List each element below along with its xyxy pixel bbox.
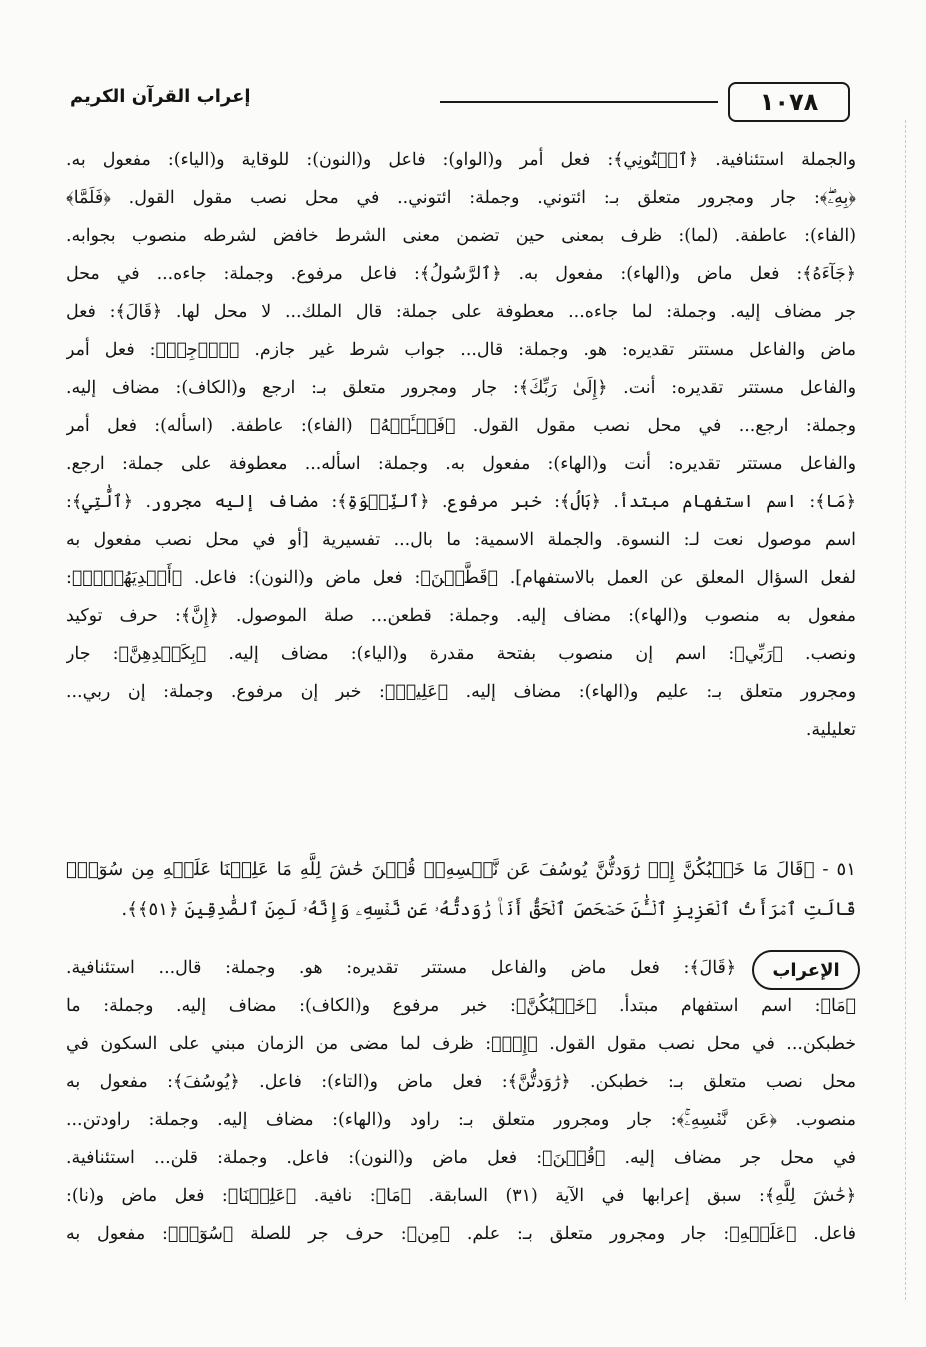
verse-line: ٥١ - ﴿قَالَ مَا خَطۡبُكُنَّ إِذۡ رَٰوَدتُّنَّ يُوسُفَ عَن نَّفۡسِهِۦۚ قُلۡنَ حَٰشَ لِلَّهِ مَا عَلِمۡنَا عَلَيۡهِ مِن سُوٓءٖۚ	[66, 859, 856, 880]
page-header	[70, 78, 850, 126]
text-line: ﴿جَآءَهُ﴾: فعل ماض و(الهاء): مفعول به. ﴿ٱلرَّسُولُ﴾: فاعل مرفوع. وجملة: جاءه... في محل	[66, 264, 856, 284]
text-line: والفاعل مستتر تقديره: أنت و(الهاء): مفعول به. وجملة: اسأله... معطوفة على جملة: ارجع.	[66, 454, 856, 474]
text-line: لفعل السؤال المعلق عن العمل بالاستفهام]. ﴿قَطَّعۡنَ﴾: فعل ماض و(النون): فاعل. ﴿أَيۡدِيَهُنَّۚ﴾:	[66, 568, 856, 588]
text-line: ﴿مَا﴾: اسم استفهام مبتدأ. ﴿بَالُ﴾: خبر مرفوع. ﴿ٱلنِّسۡوَةِ﴾: مضاف إليه مجرور. ﴿ٱلَّٰتِي﴾:	[66, 492, 856, 512]
text-line: ﴿حَٰشَ لِلَّهِ﴾: سبق إعرابها في الآية (٣١) السابقة. ﴿مَا﴾: نافية. ﴿عَلِمۡنَا﴾: فعل ماض و(نا):	[66, 1186, 856, 1206]
text-line: ومجرور متعلق بـ: عليم و(الهاء): مضاف إليه. ﴿عَلِيمٞ﴾: خبر إن مرفوع. وجملة: إن ربي...	[66, 682, 856, 702]
text-line: اسم موصول نعت لـ: النسوة. والجملة الاسمية: ما بال... تفسيرية [أو في محل نصب مفعول به	[66, 530, 856, 550]
book-title: إعراب القرآن الكريم	[70, 86, 251, 107]
text-line: منصوب. ﴿عَن نَّفۡسِهِۦۚ﴾: جار ومجرور متعلق بـ: راود و(الهاء): مضاف إليه. وجملة: راودتن...	[66, 1110, 856, 1130]
text-line: مفعول به منصوب و(الهاء): مضاف إليه. وجملة: قطعن... صلة الموصول. ﴿إِنَّ﴾: حرف توكيد	[66, 606, 856, 626]
verse-line: قَالَتِ ٱمۡرَأَتُ ٱلۡعَزِيزِ ٱلۡـَٰٔنَ حَصۡحَصَ ٱلۡحَقُّ أَنَا۠ رَٰوَدتُّهُۥ عَن نَّفۡسِهِۦ وَإِنَّهُۥ لَمِنَ ٱلصَّٰدِقِينَ ﴿٥١﴾﴾.	[121, 899, 856, 920]
text-line: في محل جر مضاف إليه. ﴿قُلۡنَ﴾: فعل ماض و(النون): فاعل. وجملة: قلن... استئنافية.	[66, 1148, 856, 1168]
text-line: ونصب. ﴿رَبِّي﴾: اسم إن منصوب بفتحة مقدرة و(الياء): مضاف إليه. ﴿بِكَيۡدِهِنَّ﴾: جار	[66, 644, 856, 664]
commentary-block	[66, 141, 856, 749]
text-line: والفاعل مستتر تقديره: أنت. ﴿إِلَىٰ رَبِّكَ﴾: جار ومجرور متعلق بـ: ارجع و(الكاف): مضاف إليه.	[66, 378, 856, 398]
text-line: ماض والفاعل مستتر تقديره: هو. وجملة: قال... جواب شرط غير جازم. ﴿ٱرۡجِعۡ﴾: فعل أمر	[66, 340, 856, 360]
header-rule	[440, 101, 718, 103]
text-line: فاعل. ﴿عَلَيۡهِ﴾: جار ومجرور متعلق بـ: علم. ﴿مِن﴾: حرف جر للصلة ﴿سُوٓءٖ﴾: مفعول به	[66, 1224, 856, 1244]
text-line: خطبكن... في محل نصب مقول القول. ﴿إِذۡ﴾: ظرف لما مضى من الزمان مبني على السكون في	[66, 1034, 856, 1054]
text-line: جر مضاف إليه. وجملة: لما جاءه... معطوفة على جملة: قال الملك... لا محل لها. ﴿قَالَ﴾: فعل	[66, 302, 856, 322]
quran-verse	[66, 850, 856, 930]
text-line: ﴿بِهِۦۖ﴾: جار ومجرور متعلق بـ: ائتوني. وجملة: ائتوني.. في محل نصب مقول القول. ﴿فَلَمَّا﴾	[66, 188, 856, 208]
text-line: تعليلية.	[805, 720, 856, 740]
irab-section-label: الإعراب	[752, 950, 860, 990]
text-line: والجملة استئنافية. ﴿ٱئۡتُونِي﴾: فعل أمر و(الواو): فاعل و(النون): للوقاية و(الياء): مفعول به.	[66, 150, 856, 170]
page-crease	[904, 120, 906, 1300]
text-line: ﴿قَالَ﴾: فعل ماض والفاعل مستتر تقديره: هو. وجملة: قال... استئنافية.	[66, 958, 736, 978]
text-line: ﴿مَا﴾: اسم استفهام مبتدأ. ﴿خَطۡبُكُنَّ﴾: خبر مرفوع و(الكاف): مضاف إليه. وجملة: ما	[66, 996, 856, 1016]
page-number: ١٠٧٨	[728, 82, 850, 122]
irab-block	[66, 949, 856, 1253]
text-line: وجملة: ارجع... في محل نصب مقول القول. ﴿فَسۡـَٔلۡهُ﴾ (الفاء): عاطفة. (اسأله): فعل أمر	[66, 416, 856, 436]
text-line: محل نصب متعلق بـ: خطبكن. ﴿رَٰوَدتُّنَّ﴾: فعل ماض و(التاء): فاعل. ﴿يُوسُفَ﴾: مفعول به	[66, 1072, 856, 1092]
text-line: (الفاء): عاطفة. (لما): ظرف بمعنى حين تضمن معنى الشرط خافض لشرطه منصوب بجوابه.	[66, 226, 856, 246]
